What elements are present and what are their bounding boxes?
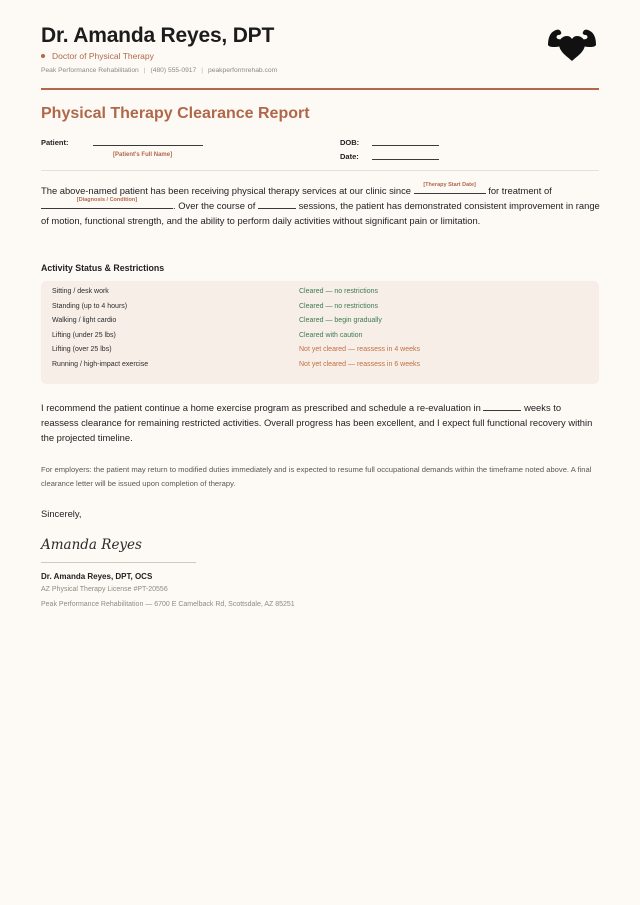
activity-name: Lifting (under 25 lbs) [52,331,116,339]
activity-status-panel [41,281,599,384]
activity-status: Cleared — no restrictions [299,302,378,310]
therapy-start-date-placeholder: [Therapy Start Date] [423,181,476,188]
doctor-name: Dr. Amanda Reyes, DPT [41,24,275,47]
section-divider [41,170,599,171]
signature-line [41,562,196,563]
recommendation-text-b: weeks to reassess clearance for remaining restricted activities. Overall progress has been excellent, and I expect full functional recovery within the projected timeline. [41,402,593,443]
activity-row [52,332,592,347]
bullet-dot-icon [41,54,45,58]
activity-section-heading: Activity Status & Restrictions [41,263,165,273]
activity-status: Not yet cleared — reassess in 4 weeks [299,346,420,353]
intro-text-c: . Over the course of [173,200,256,211]
report-title: Physical Therapy Clearance Report [41,105,310,122]
signer-name: Dr. Amanda Reyes, DPT, OCS [41,572,153,581]
activity-row [52,361,592,376]
intro-text-d: sessions, the patient has demonstrated consistent improvement in range of motion, functional strength, and the ability to perform daily activities without significant pain or limitation. [41,200,600,226]
doctor-title [41,51,154,61]
diagnosis-placeholder: [Diagnosis / Condition] [76,196,138,203]
employer-note: For employers: the patient may return to modified duties immediately and is expected to resume full occupational demands within the timeframe noted above. A final clearance letter will be issued upon completion of therapy. [41,465,592,488]
diagnosis-field[interactable] [41,196,173,209]
recommendation-text-a: I recommend the patient continue a home exercise program as prescribed and schedule a re-evaluation in [41,402,481,413]
activity-name: Walking / light cardio [52,317,117,324]
activity-name: Sitting / desk work [52,288,109,295]
patient-label: Patient: [41,138,69,147]
date-field[interactable] [372,159,439,160]
activity-status: Cleared — no restrictions [299,288,378,295]
patient-name-placeholder: [Patient's Full Name] [113,152,173,158]
date-label: Date: [340,152,359,161]
activity-row [52,317,592,332]
license-number: AZ Physical Therapy License #PT-20556 [41,586,168,593]
activity-status: Cleared with caution [299,331,363,339]
activity-name: Standing (up to 4 hours) [52,302,128,310]
dob-label: DOB: [340,138,360,147]
handwritten-signature: Amanda Reyes [41,537,142,553]
session-count-field[interactable] [258,200,296,209]
activity-row [52,346,592,361]
intro-text-b: for treatment of [488,185,552,196]
reevaluation-weeks-field[interactable] [483,402,521,411]
contact-line: Peak Performance Rehabilitation | (480) 555-0917 | peakperformrehab.com [41,67,278,74]
activity-row [52,288,592,303]
salutation: Sincerely, [41,508,82,519]
phone-number: (480) 555-0917 [150,67,197,74]
activity-name: Running / high-impact exercise [52,360,149,368]
recommendation-paragraph [41,400,601,445]
intro-paragraph [41,183,601,228]
patient-name-field[interactable] [93,145,203,146]
activity-name: Lifting (over 25 lbs) [52,346,112,353]
website-link[interactable]: peakperformrehab.com [208,67,278,74]
activity-row [52,303,592,318]
header-divider [41,88,599,90]
activity-status: Not yet cleared — reassess in 6 weeks [299,360,420,368]
doctor-title-text: Doctor of Physical Therapy [52,51,154,61]
practice-name: Peak Performance Rehabilitation [41,67,139,74]
practice-address: Peak Performance Rehabilitation — 6700 E Camelback Rd, Scottsdale, AZ 85251 [41,601,295,608]
dob-field[interactable] [372,145,439,146]
activity-status: Cleared — begin gradually [299,317,382,324]
intro-text-a: The above-named patient has been receiving physical therapy services at our clinic since [41,185,411,196]
therapy-start-date-field[interactable] [414,181,486,194]
flexing-arms-heart-icon [546,25,598,63]
